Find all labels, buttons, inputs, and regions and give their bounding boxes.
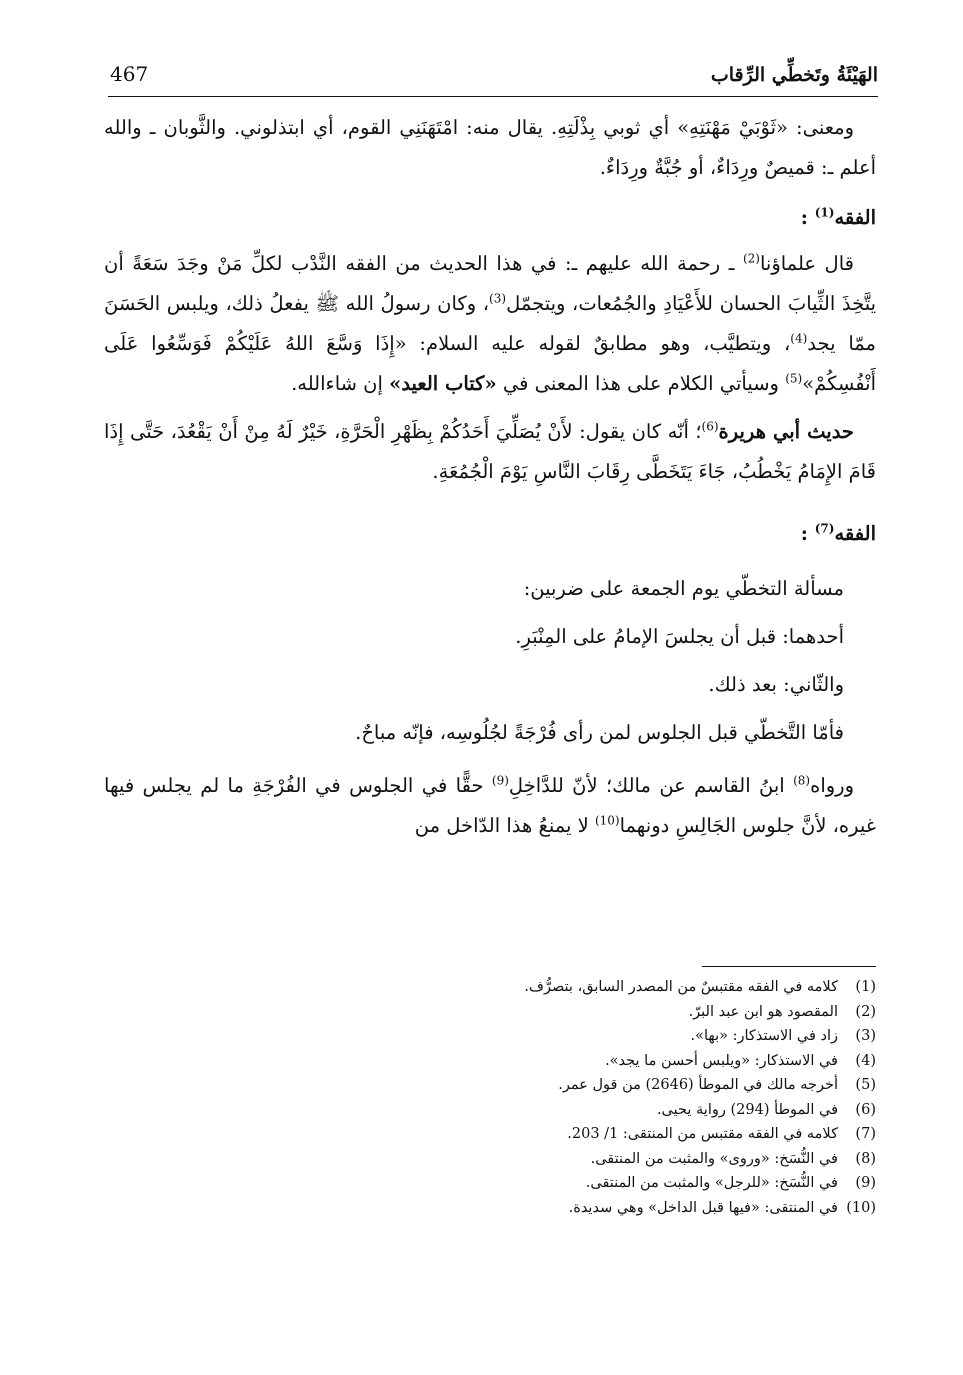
- heading-label: الفقه: [834, 522, 876, 545]
- footnotes: [104, 966, 876, 1220]
- text-run: ـ رحمة الله عليهم ـ: في هذا الحديث من الفقه النَّدْب لكلِّ مَنْ وجَدَ سَعَةً أن يتَّخِذَ الثِّيابَ الحسان للأَعْيَادِ والجُمُعات، ويتجمّل: [104, 252, 877, 315]
- text-run: وسيأتي الكلام على هذا المعنى في: [496, 372, 786, 395]
- footnote-number: (8): [855, 1150, 876, 1167]
- page-number: 467: [110, 62, 149, 86]
- footnote-item: [104, 1098, 876, 1123]
- footnote-text: المقصود هو ابن عبد البرّ.: [688, 1003, 838, 1020]
- footnote-ref: (7): [814, 521, 835, 536]
- main-text: [104, 108, 876, 846]
- text-run: ، ويتطيَّب، وهو مطابقٌ لقوله عليه السلام: «إِذَا وَسَّعَ اللهُ عَلَيْكُمْ فَوَسِّعُوا عَلَى أَنْفُسِكُمْ»: [104, 332, 876, 395]
- issue-line: مسألة التخطّي يوم الجمعة على ضربين:: [523, 577, 844, 600]
- footnote-number: (4): [855, 1052, 876, 1069]
- footnote-ref: (8): [793, 773, 811, 788]
- footnote-number: (3): [855, 1028, 876, 1044]
- footnote-ref: (1): [814, 205, 835, 220]
- footnote-number: (10): [846, 1199, 876, 1216]
- footnote-separator: [702, 966, 876, 967]
- heading-colon: :: [800, 206, 808, 229]
- footnote-item: [104, 975, 876, 1000]
- footnote-text: زاد في الاستذكار: «بها».: [690, 1028, 838, 1044]
- text-run: ورواه: [810, 774, 854, 797]
- footnote-ref: (4): [790, 331, 808, 346]
- footnote-item: [104, 1122, 876, 1147]
- footnote-item: [104, 1024, 876, 1049]
- text-run: قال علماؤنا: [759, 252, 854, 275]
- heading-fiqh-2: [104, 514, 876, 554]
- issue-line: أحدهما: قبل أن يجلسَ الإمامُ على المِنْبَرِ.: [515, 625, 844, 648]
- issue-line: فأمّا التَّخطّي قبل الجلوس لمن رأى فُرْجَةً لجُلُوسِه، فإنّه مباحٌ.: [355, 721, 844, 744]
- paragraph-meaning: ومعنى: «ثَوْبَيْ مَهْنَتِهِ» أي ثوبي بِذْلَتِهِ. يقال منه: امْتَهَنَنِي القوم، أي ابتذلوني. والثَّوبان ـ والله أعلم ـ: قميصٌ ورِدَاءٌ، أو جُبَّةٌ ورِدَاءٌ.: [104, 116, 876, 179]
- footnote-ref: (6): [701, 419, 719, 434]
- footnote-text: كلامه في الفقه مقتبس من المنتقى: 1/ 203.: [567, 1126, 838, 1142]
- footnote-number: (1): [855, 979, 876, 995]
- footnote-number: (7): [855, 1126, 876, 1142]
- footnote-text: في الاستذكار: «ويلبس أحسن ما يجد».: [605, 1052, 838, 1069]
- running-head: الهَيْئَةُ وتَخطِّي الرِّقاب: [710, 64, 878, 86]
- footnote-item: [104, 1147, 876, 1172]
- paragraph-hadith: [104, 412, 876, 492]
- footnote-item: [104, 1049, 876, 1074]
- footnote-item: [104, 1000, 876, 1025]
- footnote-text: كلامه في الفقه مقتبسٌ من المصدر السابق، بتصرُّف.: [524, 979, 838, 995]
- footnote-ref: (10): [594, 813, 620, 828]
- footnote-number: (2): [855, 1003, 876, 1020]
- text-run: إن شاءالله.: [291, 372, 390, 395]
- footnote-ref: (5): [785, 371, 803, 386]
- page-header: [108, 62, 878, 97]
- footnote-number: (9): [855, 1175, 876, 1191]
- footnote-item: [104, 1171, 876, 1196]
- issue-line: والثّاني: بعد ذلك.: [708, 673, 844, 696]
- footnote-number: (5): [855, 1077, 876, 1093]
- footnote-item: [104, 1196, 876, 1221]
- footnote-ref: (2): [742, 251, 760, 266]
- footnote-ref: (3): [489, 291, 507, 306]
- heading-colon: :: [800, 522, 808, 545]
- text-run: ابنُ القاسم عن مالك؛ لأنّ للدَّاخِلِ: [508, 774, 794, 797]
- heading-label: الفقه: [834, 206, 876, 229]
- footnote-ref: (9): [491, 773, 509, 788]
- paragraph-narration: [104, 766, 876, 846]
- footnote-text: في النُّسَخ: «وروى» والمثبت من المنتقى.: [590, 1150, 838, 1167]
- footnote-text: في الموطأ (294) رواية يحيى.: [656, 1101, 838, 1118]
- paragraph-scholars: [104, 244, 876, 404]
- footnote-text: في المنتقى: «فيها قبل الداخل» وهي سديدة.: [568, 1199, 838, 1216]
- footnote-number: (6): [855, 1101, 876, 1118]
- footnote-text: في النُّسَخ: «للرجل» والمثبت من المنتقى.: [585, 1175, 838, 1191]
- heading-fiqh-1: [104, 198, 876, 238]
- text-run: ؛ أنّه كان يقول: لأَنْ يُصَلِّيَ أَحَدُكُمْ بِظَهْرِ الْحَرَّةِ، خَيْرٌ لَهُ مِنْ أَنْ يَقْعُدَ، حَتَّى إِذَا قَامَ الإِمَامُ يَخْطُبُ، جَاءَ يَتَخَطَّى رِقَابَ النَّاسِ يَوْمَ الْجُمُعَةِ.: [104, 420, 876, 483]
- hadith-title: حديث أبي هريرة: [718, 420, 854, 443]
- text-run: ، وكان رسولُ الله ﷺ يفعلُ ذلك، ويلبس الحَسَنَ ممّا يجد: [104, 292, 876, 355]
- text-run: حقًّا في الجلوس في الفُرْجَةِ ما لم يجلس فيها غيره، لأنَّ جلوس الجَالِسِ دونهما: [104, 774, 876, 837]
- book-title: «كتاب العيد»: [389, 372, 497, 395]
- footnote-item: [104, 1073, 876, 1098]
- footnote-text: أخرجه مالك في الموطأ (2646) من قول عمر.: [558, 1077, 838, 1093]
- text-run: لا يمنعُ هذا الدّاخل من: [414, 814, 595, 837]
